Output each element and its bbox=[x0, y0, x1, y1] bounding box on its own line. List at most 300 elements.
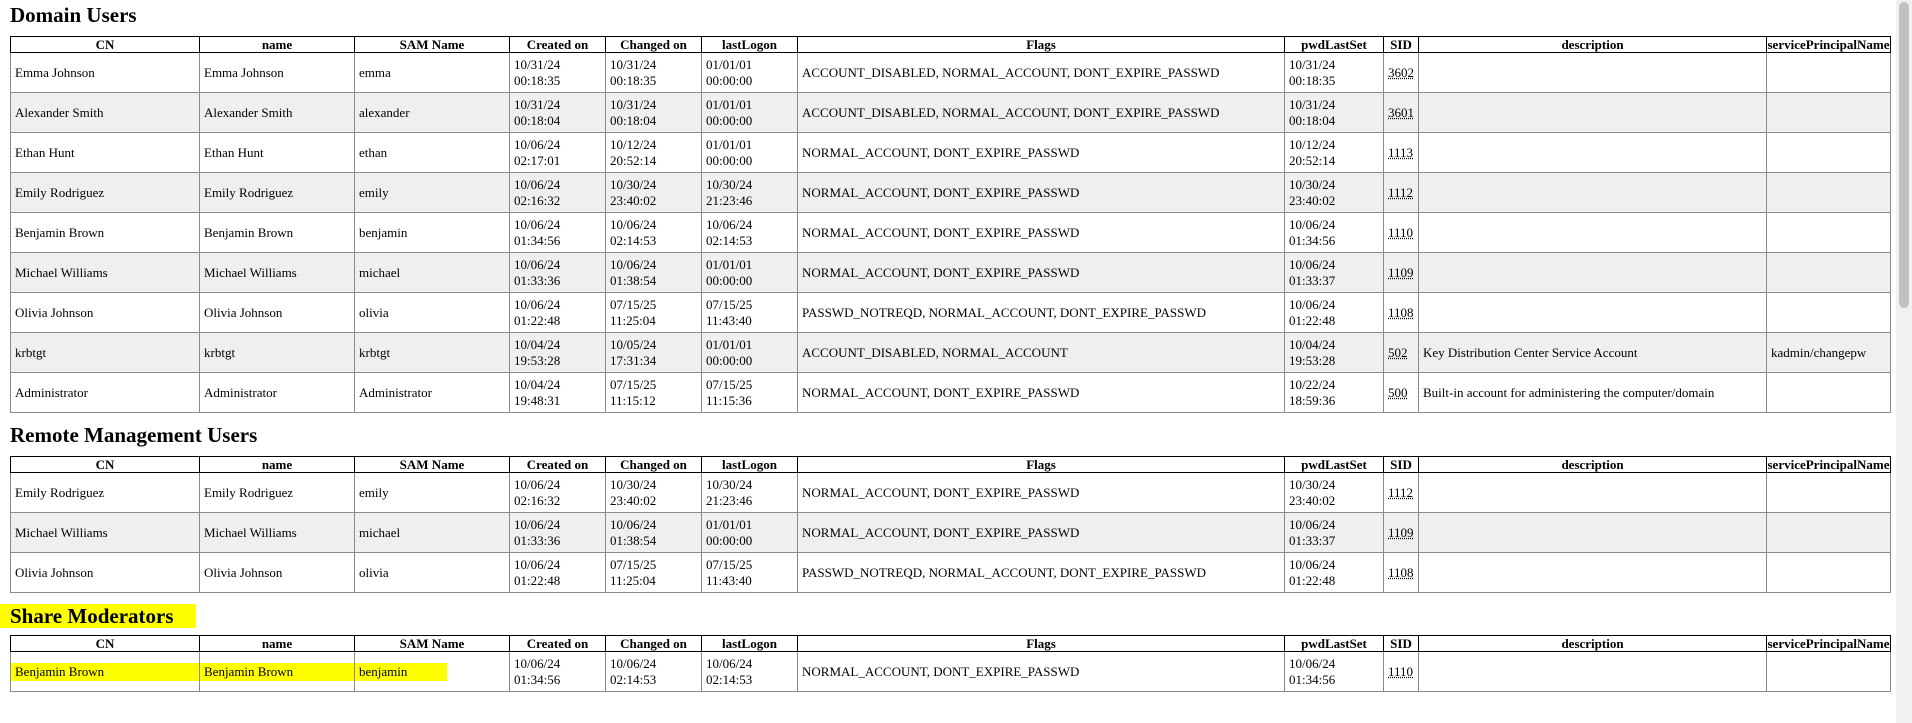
cell-description bbox=[1419, 173, 1767, 213]
cell-flags: ACCOUNT_DISABLED, NORMAL_ACCOUNT, DONT_EXPIRE_PASSWD bbox=[798, 53, 1285, 93]
sid-value: 1110 bbox=[1388, 224, 1414, 240]
cell-lastlogon bbox=[702, 473, 798, 513]
time-text: 00:00:00 bbox=[706, 532, 753, 548]
time-text: 00:00:00 bbox=[706, 112, 753, 128]
cell-lastlogon bbox=[702, 333, 798, 373]
time-text: 02:14:53 bbox=[610, 671, 657, 687]
cell-serviceprincipalname bbox=[1767, 253, 1891, 293]
cell-name: Alexander Smith bbox=[200, 93, 355, 133]
table-row bbox=[11, 253, 1891, 293]
cell-sam-name: alexander bbox=[355, 93, 510, 133]
cell-flags: NORMAL_ACCOUNT, DONT_EXPIRE_PASSWD bbox=[798, 253, 1285, 293]
cell-lastlogon bbox=[702, 133, 798, 173]
date-text: 10/06/24 bbox=[514, 556, 561, 572]
date-text: 10/30/24 bbox=[610, 476, 657, 492]
time-text: 00:18:04 bbox=[610, 112, 657, 128]
cell-name: Michael Williams bbox=[200, 253, 355, 293]
column-header-cn: CN bbox=[11, 636, 200, 652]
cell-name: Emily Rodriguez bbox=[200, 173, 355, 213]
cell-sid bbox=[1384, 213, 1419, 253]
cell-pwdlastset bbox=[1285, 373, 1384, 413]
time-text: 00:18:04 bbox=[514, 112, 561, 128]
time-text: 19:48:31 bbox=[514, 392, 561, 408]
cell-created-on bbox=[510, 293, 606, 333]
cell-created-on bbox=[510, 333, 606, 373]
cell-name: Michael Williams bbox=[200, 513, 355, 553]
cell-flags: NORMAL_ACCOUNT, DONT_EXPIRE_PASSWD bbox=[798, 173, 1285, 213]
cell-serviceprincipalname bbox=[1767, 473, 1891, 513]
cell-flags: NORMAL_ACCOUNT, DONT_EXPIRE_PASSWD bbox=[798, 652, 1285, 692]
cell-pwdlastset bbox=[1285, 293, 1384, 333]
column-header-changed-on: Changed on bbox=[606, 457, 702, 473]
cell-cn: Ethan Hunt bbox=[11, 133, 200, 173]
date-text: 10/06/24 bbox=[610, 655, 657, 671]
column-header-created-on: Created on bbox=[510, 37, 606, 53]
sid-value: 1112 bbox=[1388, 184, 1414, 200]
cell-changed-on bbox=[606, 133, 702, 173]
cell-flags: ACCOUNT_DISABLED, NORMAL_ACCOUNT, DONT_EXPIRE_PASSWD bbox=[798, 93, 1285, 133]
date-text: 10/06/24 bbox=[1289, 516, 1336, 532]
date-text: 10/04/24 bbox=[1289, 336, 1336, 352]
cell-created-on bbox=[510, 373, 606, 413]
date-text: 10/06/24 bbox=[706, 655, 753, 671]
column-header-serviceprincipalname: servicePrincipalName bbox=[1767, 37, 1890, 52]
cell-changed-on bbox=[606, 53, 702, 93]
cell-lastlogon bbox=[702, 253, 798, 293]
user-table bbox=[10, 36, 1891, 413]
section-title bbox=[10, 603, 1886, 629]
date-text: 07/15/25 bbox=[610, 296, 657, 312]
date-text: 10/06/24 bbox=[610, 216, 657, 232]
time-text: 18:59:36 bbox=[1289, 392, 1336, 408]
table-row bbox=[11, 173, 1891, 213]
cell-changed-on bbox=[606, 553, 702, 593]
sid-value: 3601 bbox=[1388, 104, 1414, 120]
cell-cn bbox=[11, 652, 200, 692]
column-header-created-on: Created on bbox=[510, 636, 606, 652]
date-text: 07/15/25 bbox=[706, 376, 753, 392]
cell-changed-on bbox=[606, 173, 702, 213]
cell-name: Emma Johnson bbox=[200, 53, 355, 93]
cell-changed-on bbox=[606, 473, 702, 513]
cell-flags: NORMAL_ACCOUNT, DONT_EXPIRE_PASSWD bbox=[798, 133, 1285, 173]
time-text: 00:00:00 bbox=[706, 72, 753, 88]
column-header-changed-on: Changed on bbox=[606, 37, 702, 53]
date-text: 10/30/24 bbox=[610, 176, 657, 192]
cell-pwdlastset bbox=[1285, 652, 1384, 692]
time-text: 11:15:36 bbox=[706, 392, 752, 408]
cell-flags: NORMAL_ACCOUNT, DONT_EXPIRE_PASSWD bbox=[798, 473, 1285, 513]
cell-sam-name: Administrator bbox=[355, 373, 510, 413]
date-text: 10/31/24 bbox=[610, 56, 657, 72]
time-text: 11:43:40 bbox=[706, 572, 752, 588]
sid-value: 1112 bbox=[1388, 484, 1414, 500]
cell-sam-name: emily bbox=[355, 173, 510, 213]
column-header-pwdlastset: pwdLastSet bbox=[1285, 457, 1384, 473]
cell-description bbox=[1419, 53, 1767, 93]
cell-description bbox=[1419, 293, 1767, 333]
table-row bbox=[11, 373, 1891, 413]
time-text: 00:18:35 bbox=[610, 72, 657, 88]
time-text: 01:22:48 bbox=[514, 572, 561, 588]
table-row bbox=[11, 473, 1891, 513]
cell-serviceprincipalname bbox=[1767, 173, 1891, 213]
report-content bbox=[10, 0, 1890, 692]
cell-lastlogon bbox=[702, 173, 798, 213]
cell-cn: Olivia Johnson bbox=[11, 553, 200, 593]
time-text: 23:40:02 bbox=[1289, 492, 1336, 508]
table-row bbox=[11, 293, 1891, 333]
section-title: Domain Users bbox=[10, 3, 137, 27]
column-header-name: name bbox=[200, 37, 355, 53]
date-text: 07/15/25 bbox=[610, 376, 657, 392]
cell-name bbox=[200, 652, 355, 692]
date-text: 10/12/24 bbox=[610, 136, 657, 152]
cell-cn: krbtgt bbox=[11, 333, 200, 373]
cell-lastlogon bbox=[702, 93, 798, 133]
time-text: 01:33:37 bbox=[1289, 272, 1336, 288]
cell-pwdlastset bbox=[1285, 133, 1384, 173]
time-text: 00:18:35 bbox=[1289, 72, 1336, 88]
time-text: 01:33:36 bbox=[514, 532, 561, 548]
date-text: 01/01/01 bbox=[706, 56, 753, 72]
cell-created-on bbox=[510, 652, 606, 692]
date-text: 10/06/24 bbox=[1289, 216, 1336, 232]
cell-description: Built-in account for administering the computer/domain bbox=[1419, 373, 1767, 413]
cell-sam-name bbox=[355, 652, 510, 692]
cell-serviceprincipalname bbox=[1767, 373, 1891, 413]
cell-name: Olivia Johnson bbox=[200, 553, 355, 593]
cell-pwdlastset bbox=[1285, 53, 1384, 93]
time-text: 00:18:04 bbox=[1289, 112, 1336, 128]
time-text: 01:22:48 bbox=[1289, 572, 1336, 588]
date-text: 10/30/24 bbox=[1289, 476, 1336, 492]
cell-lastlogon bbox=[702, 553, 798, 593]
column-header-created-on: Created on bbox=[510, 457, 606, 473]
cell-pwdlastset bbox=[1285, 473, 1384, 513]
time-text: 00:00:00 bbox=[706, 152, 753, 168]
column-header-flags: Flags bbox=[798, 37, 1285, 53]
cell-description bbox=[1419, 513, 1767, 553]
cell-pwdlastset bbox=[1285, 173, 1384, 213]
cell-sam-name: krbtgt bbox=[355, 333, 510, 373]
date-text: 10/31/24 bbox=[514, 56, 561, 72]
cell-name: Benjamin Brown bbox=[200, 213, 355, 253]
date-text: 10/31/24 bbox=[1289, 56, 1336, 72]
cell-lastlogon bbox=[702, 293, 798, 333]
time-text: 11:25:04 bbox=[610, 312, 656, 328]
cell-cn: Emma Johnson bbox=[11, 53, 200, 93]
cell-cn: Michael Williams bbox=[11, 513, 200, 553]
sid-value: 3602 bbox=[1388, 64, 1414, 80]
date-text: 10/06/24 bbox=[514, 216, 561, 232]
cell-pwdlastset bbox=[1285, 253, 1384, 293]
cell-pwdlastset bbox=[1285, 213, 1384, 253]
cell-name: krbtgt bbox=[200, 333, 355, 373]
cell-pwdlastset bbox=[1285, 333, 1384, 373]
cell-description bbox=[1419, 473, 1767, 513]
cell-cn: Benjamin Brown bbox=[11, 213, 200, 253]
cell-sid bbox=[1384, 133, 1419, 173]
cell-changed-on bbox=[606, 513, 702, 553]
cell-sam-name: michael bbox=[355, 253, 510, 293]
cell-created-on bbox=[510, 213, 606, 253]
column-header-sid: SID bbox=[1384, 636, 1419, 652]
cell-description bbox=[1419, 133, 1767, 173]
cell-cn: Michael Williams bbox=[11, 253, 200, 293]
sid-value: 1113 bbox=[1388, 144, 1414, 160]
date-text: 10/06/24 bbox=[1289, 256, 1336, 272]
cell-serviceprincipalname bbox=[1767, 652, 1891, 692]
column-header-description: description bbox=[1419, 636, 1767, 652]
cell-sid bbox=[1384, 513, 1419, 553]
section-title-text: Share Moderators bbox=[0, 604, 196, 628]
cell-name: Administrator bbox=[200, 373, 355, 413]
date-text: 10/06/24 bbox=[514, 176, 561, 192]
cell-changed-on bbox=[606, 293, 702, 333]
date-text: 10/06/24 bbox=[514, 256, 561, 272]
date-text: 10/22/24 bbox=[1289, 376, 1336, 392]
cell-pwdlastset bbox=[1285, 93, 1384, 133]
time-text: 01:38:54 bbox=[610, 272, 657, 288]
cell-changed-on bbox=[606, 652, 702, 692]
date-text: 10/06/24 bbox=[514, 655, 561, 671]
time-text: 00:00:00 bbox=[706, 272, 753, 288]
cell-lastlogon bbox=[702, 652, 798, 692]
time-text: 00:00:00 bbox=[706, 352, 753, 368]
cell-flags: PASSWD_NOTREQD, NORMAL_ACCOUNT, DONT_EXPIRE_PASSWD bbox=[798, 293, 1285, 333]
cell-sid bbox=[1384, 293, 1419, 333]
highlighted-text: Benjamin Brown bbox=[11, 663, 199, 681]
time-text: 02:16:32 bbox=[514, 492, 561, 508]
column-header-changed-on: Changed on bbox=[606, 636, 702, 652]
cell-pwdlastset bbox=[1285, 553, 1384, 593]
time-text: 01:22:48 bbox=[514, 312, 561, 328]
date-text: 10/31/24 bbox=[514, 96, 561, 112]
date-text: 10/05/24 bbox=[610, 336, 657, 352]
column-header-serviceprincipalname: servicePrincipalName bbox=[1767, 457, 1890, 472]
time-text: 23:40:02 bbox=[1289, 192, 1336, 208]
cell-sam-name: olivia bbox=[355, 293, 510, 333]
cell-serviceprincipalname bbox=[1767, 93, 1891, 133]
cell-lastlogon bbox=[702, 213, 798, 253]
time-text: 02:14:53 bbox=[610, 232, 657, 248]
cell-flags: NORMAL_ACCOUNT, DONT_EXPIRE_PASSWD bbox=[798, 373, 1285, 413]
cell-lastlogon bbox=[702, 373, 798, 413]
date-text: 07/15/25 bbox=[610, 556, 657, 572]
cell-pwdlastset bbox=[1285, 513, 1384, 553]
table-row bbox=[11, 553, 1891, 593]
cell-name: Ethan Hunt bbox=[200, 133, 355, 173]
date-text: 10/06/24 bbox=[1289, 556, 1336, 572]
time-text: 21:23:46 bbox=[706, 192, 753, 208]
time-text: 11:43:40 bbox=[706, 312, 752, 328]
time-text: 01:34:56 bbox=[514, 232, 561, 248]
date-text: 10/31/24 bbox=[610, 96, 657, 112]
cell-cn: Administrator bbox=[11, 373, 200, 413]
cell-sam-name: michael bbox=[355, 513, 510, 553]
cell-sid bbox=[1384, 53, 1419, 93]
cell-serviceprincipalname bbox=[1767, 53, 1891, 93]
date-text: 01/01/01 bbox=[706, 336, 753, 352]
cell-sid bbox=[1384, 373, 1419, 413]
table-row bbox=[11, 53, 1891, 93]
sid-value: 502 bbox=[1388, 344, 1408, 360]
date-text: 10/06/24 bbox=[706, 216, 753, 232]
cell-serviceprincipalname bbox=[1767, 213, 1891, 253]
cell-sid bbox=[1384, 253, 1419, 293]
cell-cn: Emily Rodriguez bbox=[11, 473, 200, 513]
date-text: 01/01/01 bbox=[706, 256, 753, 272]
sid-value: 500 bbox=[1388, 384, 1408, 400]
time-text: 01:34:56 bbox=[1289, 671, 1336, 687]
date-text: 10/30/24 bbox=[706, 176, 753, 192]
cell-created-on bbox=[510, 173, 606, 213]
sid-value: 1108 bbox=[1388, 304, 1414, 320]
column-header-lastlogon: lastLogon bbox=[702, 37, 798, 53]
date-text: 10/06/24 bbox=[514, 516, 561, 532]
cell-name: Emily Rodriguez bbox=[200, 473, 355, 513]
cell-sid bbox=[1384, 652, 1419, 692]
cell-created-on bbox=[510, 553, 606, 593]
cell-lastlogon bbox=[702, 53, 798, 93]
date-text: 10/31/24 bbox=[1289, 96, 1336, 112]
cell-sid bbox=[1384, 553, 1419, 593]
table-row bbox=[11, 93, 1891, 133]
cell-cn: Alexander Smith bbox=[11, 93, 200, 133]
date-text: 07/15/25 bbox=[706, 296, 753, 312]
cell-serviceprincipalname bbox=[1767, 513, 1891, 553]
time-text: 00:18:35 bbox=[514, 72, 561, 88]
cell-sam-name: ethan bbox=[355, 133, 510, 173]
column-header-sid: SID bbox=[1384, 457, 1419, 473]
scrollbar-thumb[interactable] bbox=[1899, 2, 1909, 308]
time-text: 17:31:34 bbox=[610, 352, 657, 368]
time-text: 19:53:28 bbox=[514, 352, 561, 368]
cell-created-on bbox=[510, 53, 606, 93]
time-text: 02:14:53 bbox=[706, 232, 753, 248]
user-table bbox=[10, 456, 1891, 593]
date-text: 01/01/01 bbox=[706, 136, 753, 152]
date-text: 10/06/24 bbox=[514, 296, 561, 312]
time-text: 02:16:32 bbox=[514, 192, 561, 208]
column-header-serviceprincipalname: servicePrincipalName bbox=[1767, 636, 1890, 651]
cell-sam-name: olivia bbox=[355, 553, 510, 593]
time-text: 20:52:14 bbox=[610, 152, 657, 168]
date-text: 10/04/24 bbox=[514, 376, 561, 392]
sid-value: 1108 bbox=[1388, 564, 1414, 580]
time-text: 02:17:01 bbox=[514, 152, 561, 168]
sid-value: 1109 bbox=[1388, 524, 1414, 540]
cell-created-on bbox=[510, 93, 606, 133]
cell-sid bbox=[1384, 173, 1419, 213]
section-title: Remote Management Users bbox=[10, 423, 258, 447]
cell-lastlogon bbox=[702, 513, 798, 553]
time-text: 02:14:53 bbox=[706, 671, 753, 687]
table-row bbox=[11, 652, 1891, 692]
cell-flags: PASSWD_NOTREQD, NORMAL_ACCOUNT, DONT_EXPIRE_PASSWD bbox=[798, 553, 1285, 593]
cell-description bbox=[1419, 553, 1767, 593]
column-header-name: name bbox=[200, 457, 355, 473]
column-header-pwdlastset: pwdLastSet bbox=[1285, 37, 1384, 53]
user-table bbox=[10, 635, 1891, 692]
table-row bbox=[11, 333, 1891, 373]
time-text: 01:33:37 bbox=[1289, 532, 1336, 548]
highlighted-text: benjamin bbox=[355, 663, 447, 681]
cell-flags: NORMAL_ACCOUNT, DONT_EXPIRE_PASSWD bbox=[798, 213, 1285, 253]
date-text: 10/30/24 bbox=[1289, 176, 1336, 192]
cell-created-on bbox=[510, 513, 606, 553]
date-text: 10/06/24 bbox=[1289, 296, 1336, 312]
date-text: 10/06/24 bbox=[610, 256, 657, 272]
column-header-flags: Flags bbox=[798, 457, 1285, 473]
date-text: 10/30/24 bbox=[706, 476, 753, 492]
column-header-pwdlastset: pwdLastSet bbox=[1285, 636, 1384, 652]
date-text: 10/04/24 bbox=[514, 336, 561, 352]
date-text: 01/01/01 bbox=[706, 96, 753, 112]
cell-changed-on bbox=[606, 93, 702, 133]
date-text: 10/06/24 bbox=[610, 516, 657, 532]
cell-cn: Olivia Johnson bbox=[11, 293, 200, 333]
column-header-flags: Flags bbox=[798, 636, 1285, 652]
cell-sid bbox=[1384, 333, 1419, 373]
cell-serviceprincipalname: kadmin/changepw bbox=[1767, 333, 1891, 373]
cell-description bbox=[1419, 253, 1767, 293]
cell-changed-on bbox=[606, 213, 702, 253]
column-header-lastlogon: lastLogon bbox=[702, 457, 798, 473]
time-text: 23:40:02 bbox=[610, 492, 657, 508]
time-text: 01:33:36 bbox=[514, 272, 561, 288]
date-text: 10/06/24 bbox=[1289, 655, 1336, 671]
sid-value: 1110 bbox=[1388, 663, 1414, 679]
cell-changed-on bbox=[606, 373, 702, 413]
date-text: 10/06/24 bbox=[514, 476, 561, 492]
date-text: 01/01/01 bbox=[706, 516, 753, 532]
cell-serviceprincipalname bbox=[1767, 293, 1891, 333]
time-text: 21:23:46 bbox=[706, 492, 753, 508]
time-text: 19:53:28 bbox=[1289, 352, 1336, 368]
cell-sid bbox=[1384, 473, 1419, 513]
cell-description bbox=[1419, 652, 1767, 692]
cell-sam-name: emily bbox=[355, 473, 510, 513]
time-text: 23:40:02 bbox=[610, 192, 657, 208]
date-text: 10/06/24 bbox=[514, 136, 561, 152]
time-text: 01:34:56 bbox=[514, 671, 561, 687]
cell-name: Olivia Johnson bbox=[200, 293, 355, 333]
cell-description bbox=[1419, 93, 1767, 133]
date-text: 07/15/25 bbox=[706, 556, 753, 572]
column-header-sid: SID bbox=[1384, 37, 1419, 53]
cell-flags: ACCOUNT_DISABLED, NORMAL_ACCOUNT bbox=[798, 333, 1285, 373]
column-header-sam-name: SAM Name bbox=[355, 636, 510, 652]
cell-sid bbox=[1384, 93, 1419, 133]
cell-flags: NORMAL_ACCOUNT, DONT_EXPIRE_PASSWD bbox=[798, 513, 1285, 553]
time-text: 01:38:54 bbox=[610, 532, 657, 548]
vertical-scrollbar[interactable] bbox=[1896, 0, 1912, 723]
cell-description bbox=[1419, 213, 1767, 253]
column-header-sam-name: SAM Name bbox=[355, 457, 510, 473]
cell-sam-name: emma bbox=[355, 53, 510, 93]
cell-changed-on bbox=[606, 333, 702, 373]
cell-serviceprincipalname bbox=[1767, 133, 1891, 173]
column-header-name: name bbox=[200, 636, 355, 652]
column-header-sam-name: SAM Name bbox=[355, 37, 510, 53]
date-text: 10/12/24 bbox=[1289, 136, 1336, 152]
cell-created-on bbox=[510, 133, 606, 173]
time-text: 20:52:14 bbox=[1289, 152, 1336, 168]
column-header-cn: CN bbox=[11, 457, 200, 473]
time-text: 11:25:04 bbox=[610, 572, 656, 588]
